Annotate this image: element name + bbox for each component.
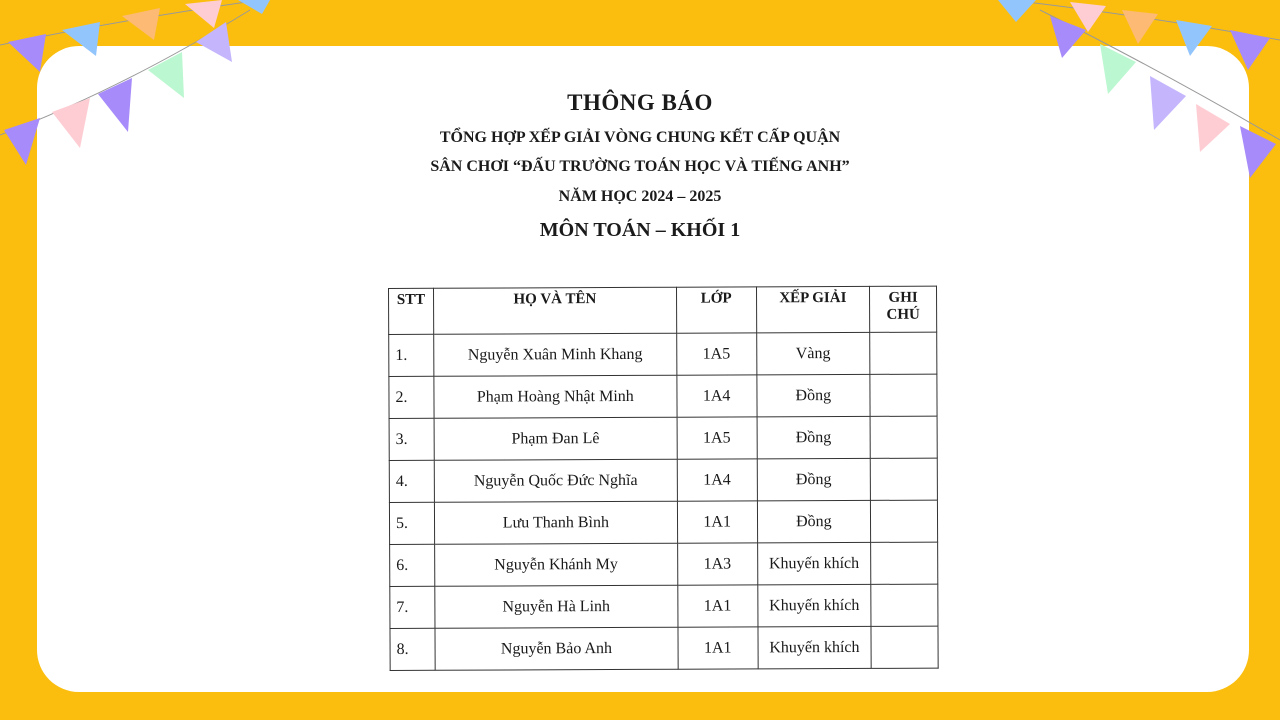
cell-award: Đồng — [756, 374, 870, 416]
cell-stt: 3. — [389, 418, 434, 460]
cell-name: Lưu Thanh Bình — [434, 501, 677, 544]
cell-award: Khuyến khích — [757, 584, 871, 626]
cell-name: Phạm Hoàng Nhật Minh — [434, 375, 677, 418]
cell-name: Phạm Đan Lê — [434, 417, 677, 460]
table-row — [389, 374, 937, 418]
cell-award: Khuyến khích — [757, 626, 871, 668]
cell-note — [870, 332, 937, 374]
cell-class: 1A1 — [677, 501, 757, 543]
table-row — [389, 500, 937, 544]
cell-award: Đồng — [757, 458, 871, 500]
cell-name: Nguyễn Khánh My — [435, 543, 678, 586]
cell-name: Nguyễn Quốc Đức Nghĩa — [434, 459, 677, 502]
table-row — [389, 458, 937, 502]
header-note: GHI CHÚ — [870, 286, 937, 332]
results-table — [388, 286, 939, 671]
header-class: LỚP — [676, 287, 756, 333]
cell-class: 1A3 — [677, 543, 757, 585]
cell-stt: 6. — [390, 544, 435, 586]
document-subtitle-1: TỔNG HỢP XẾP GIẢI VÒNG CHUNG KẾT CẤP QUẬN — [439, 129, 841, 146]
cell-stt: 1. — [389, 334, 434, 376]
document-title: THÔNG BÁO — [567, 90, 713, 115]
school-year: NĂM HỌC 2024 – 2025 — [558, 188, 722, 205]
flag — [998, 0, 1036, 22]
header-stt: STT — [389, 288, 434, 334]
cell-award: Đồng — [757, 416, 871, 458]
cell-award: Khuyến khích — [757, 542, 871, 584]
cell-award: Đồng — [757, 500, 871, 542]
cell-note — [871, 626, 938, 668]
cell-class: 1A1 — [678, 627, 758, 669]
header-award: XẾP GIẢI — [756, 286, 870, 332]
header-name: HỌ VÀ TÊN — [433, 287, 676, 334]
flag — [8, 34, 46, 72]
cell-class: 1A5 — [676, 333, 756, 375]
flag — [122, 8, 160, 40]
table-row — [390, 626, 938, 670]
cell-note — [870, 416, 937, 458]
cell-stt: 7. — [390, 586, 435, 628]
cell-stt: 8. — [390, 628, 435, 670]
flag — [238, 0, 270, 14]
table-row — [390, 584, 938, 628]
cell-note — [871, 542, 938, 584]
cell-note — [870, 374, 937, 416]
cell-name: Nguyễn Bảo Anh — [435, 627, 678, 670]
subject-heading: MÔN TOÁN – KHỐI 1 — [539, 219, 741, 241]
cell-stt: 4. — [389, 460, 434, 502]
cell-class: 1A4 — [677, 459, 757, 501]
cell-class: 1A4 — [677, 375, 757, 417]
table-row — [389, 332, 937, 376]
table-row — [389, 416, 937, 460]
cell-note — [871, 500, 938, 542]
flag — [1122, 10, 1158, 44]
table-row — [390, 542, 938, 586]
cell-note — [870, 458, 937, 500]
cell-stt: 5. — [389, 502, 434, 544]
cell-award: Vàng — [756, 332, 870, 374]
flag — [1070, 2, 1106, 32]
flag — [185, 0, 222, 28]
document-subtitle-2: SÂN CHƠI “ĐẤU TRƯỜNG TOÁN HỌC VÀ TIẾNG ANH” — [430, 158, 850, 175]
table-header-row — [389, 286, 937, 334]
cell-class: 1A5 — [677, 417, 757, 459]
cell-stt: 2. — [389, 376, 434, 418]
cell-class: 1A1 — [678, 585, 758, 627]
cell-note — [871, 584, 938, 626]
cell-name: Nguyễn Xuân Minh Khang — [434, 333, 677, 376]
cell-name: Nguyễn Hà Linh — [435, 585, 678, 628]
